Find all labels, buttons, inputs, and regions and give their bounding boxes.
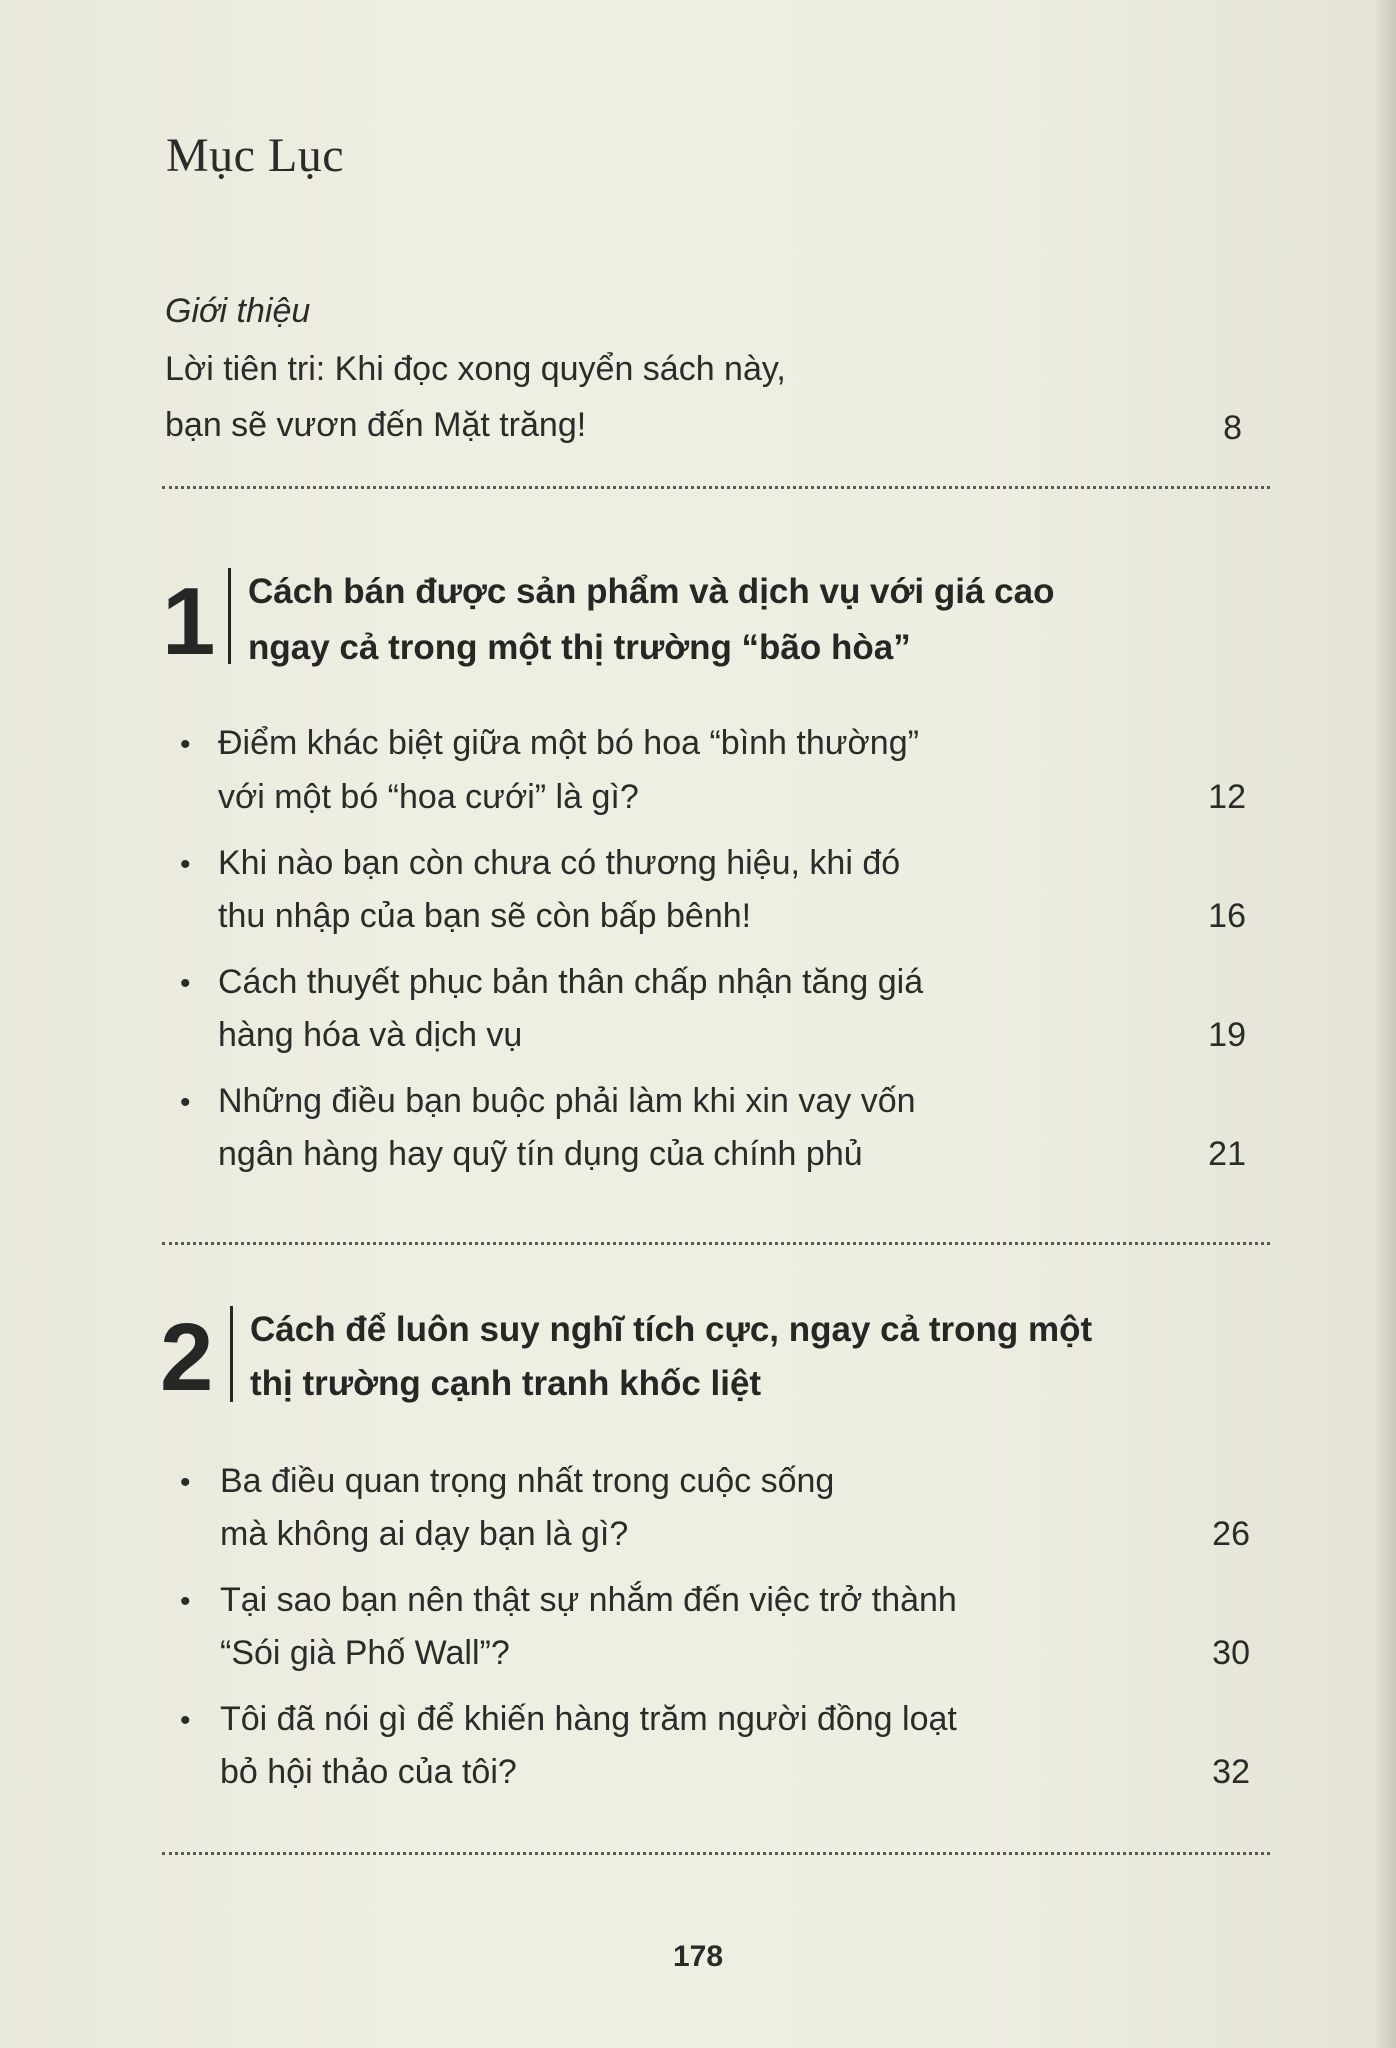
chapter-1-number: 1 (162, 568, 216, 675)
ch1-item-3-line-2: hàng hóa và dịch vụ (218, 1016, 523, 1054)
page-edge-shadow (1374, 0, 1396, 2048)
chapter-1-divider-bar (228, 568, 231, 664)
chapter-2-title-line-2: thị trường cạnh tranh khốc liệt (250, 1364, 762, 1403)
ch2-item-2-line-1: Tại sao bạn nên thật sự nhắm đến việc trở thành (220, 1581, 957, 1619)
chapter-2-divider-bar (230, 1306, 233, 1402)
intro-line-1: Lời tiên tri: Khi đọc xong quyển sách này, (165, 350, 786, 388)
bullet-icon: • (180, 1704, 191, 1737)
divider-1 (162, 486, 1270, 489)
ch1-item-1-line-2: với một bó “hoa cưới” là gì? (218, 778, 639, 816)
ch1-item-4-page: 21 (1208, 1135, 1246, 1173)
ch1-item-3-page: 19 (1208, 1016, 1246, 1054)
ch1-item-4-line-1: Những điều bạn buộc phải làm khi xin vay vốn (218, 1082, 916, 1120)
bullet-icon: • (180, 848, 191, 881)
chapter-2-number: 2 (160, 1304, 214, 1411)
intro-heading: Giới thiệu (165, 292, 311, 330)
page-number: 178 (672, 1940, 724, 1973)
page-title: Mục Lục (166, 129, 345, 182)
ch1-item-2-page: 16 (1208, 897, 1246, 935)
intro-page-number: 8 (1223, 409, 1242, 447)
ch1-item-2-line-2: thu nhập của bạn sẽ còn bấp bênh! (218, 897, 752, 935)
bullet-icon: • (180, 1466, 191, 1499)
bullet-icon: • (180, 1086, 191, 1119)
ch2-item-2-page: 30 (1212, 1634, 1250, 1672)
ch2-item-2-line-2: “Sói già Phố Wall”? (220, 1634, 510, 1672)
intro-line-2: bạn sẽ vươn đến Mặt trăng! (165, 406, 587, 444)
bullet-icon: • (180, 1585, 191, 1618)
ch2-item-1-line-1: Ba điều quan trọng nhất trong cuộc sống (220, 1462, 835, 1500)
divider-3 (162, 1852, 1270, 1855)
chapter-2-title-line-1: Cách để luôn suy nghĩ tích cực, ngay cả trong một (250, 1310, 1093, 1349)
chapter-1-title-line-2: ngay cả trong một thị trường “bão hòa” (248, 628, 911, 667)
ch1-item-2-line-1: Khi nào bạn còn chưa có thương hiệu, khi đó (218, 844, 901, 882)
ch2-item-3-page: 32 (1212, 1753, 1250, 1791)
bullet-icon: • (180, 728, 191, 761)
divider-2 (162, 1242, 1270, 1245)
ch1-item-1-line-1: Điểm khác biệt giữa một bó hoa “bình thường” (218, 724, 919, 762)
ch2-item-3-line-1: Tôi đã nói gì để khiến hàng trăm người đồng loạt (220, 1700, 957, 1738)
ch2-item-1-line-2: mà không ai dạy bạn là gì? (220, 1515, 629, 1553)
ch1-item-4-line-2: ngân hàng hay quỹ tín dụng của chính phủ (218, 1135, 863, 1173)
bullet-icon: • (180, 967, 191, 1000)
ch2-item-3-line-2: bỏ hội thảo của tôi? (220, 1753, 517, 1791)
ch1-item-3-line-1: Cách thuyết phục bản thân chấp nhận tăng giá (218, 963, 924, 1001)
ch2-item-1-page: 26 (1212, 1515, 1250, 1553)
chapter-1-title-line-1: Cách bán được sản phẩm và dịch vụ với giá cao (248, 572, 1055, 611)
ch1-item-1-page: 12 (1208, 778, 1246, 816)
